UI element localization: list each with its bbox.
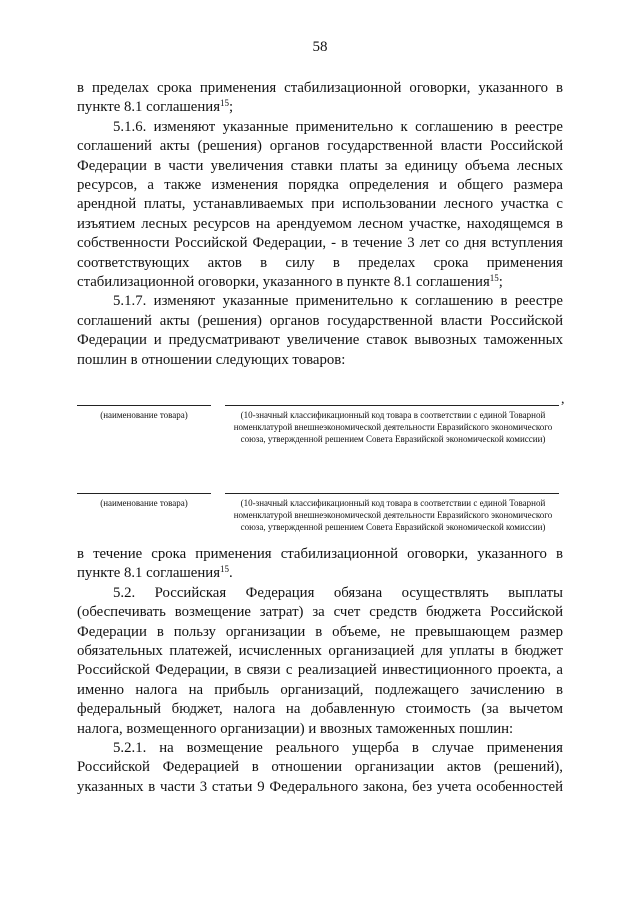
punctuation: ; bbox=[498, 274, 503, 291]
body-text-upper bbox=[77, 79, 563, 370]
paragraph-text: 5.1.6. изменяют указанные применительно к соглашению в реестре соглашений акты (решения) органов государственной власти Российской Федерации в части увеличения ставки платы за единицу объема лесных ресурсов, а также изменения порядка определения и общего размера арендной платы, устанавливаемых при использовании лесного участка с изъятием лесных ресурсов на арендуемом лесном участке, находящемся в собственности Российской Федерации, - в течение 3 лет со дня вступления соответствующих актов в силу в пределах срока применения стабилизационной оговорки, указанного в пункте 8.1 соглашения bbox=[77, 118, 563, 291]
punctuation: . bbox=[229, 565, 233, 582]
paragraph-5-2-1 bbox=[77, 739, 563, 797]
goods-code-caption: (10-значный классификационный код товара в соответствии с единой Товарной номенклатурой внешнеэкономической деятельности Евразийского экономического союза, утвержденной решением Совета Евразийской экономической комиссии) bbox=[233, 410, 553, 444]
body-text-lower bbox=[77, 545, 563, 797]
paragraph bbox=[77, 79, 563, 118]
paragraph-text: 5.2.1. на возмещение реального ущерба в случае применения Российской Федерацией в отношении организации актов (решений), указанных в части 3 статьи 9 Федерального закона, без учета особенностей bbox=[77, 740, 563, 795]
paragraph-text: в течение срока применения стабилизационной оговорки, указанного в пункте 8.1 соглашения bbox=[77, 546, 563, 582]
trailing-comma: , bbox=[561, 392, 565, 407]
page-number: 58 bbox=[312, 39, 328, 55]
paragraph-5-1-7 bbox=[77, 292, 563, 370]
goods-code-caption: (10-значный классификационный код товара в соответствии с единой Товарной номенклатурой внешнеэкономической деятельности Евразийского экономического союза, утвержденной решением Совета Евразийской экономической комиссии) bbox=[233, 498, 553, 532]
goods-name-caption: (наименование товара) bbox=[100, 410, 188, 420]
goods-name-caption: (наименование товара) bbox=[100, 498, 188, 508]
punctuation: ; bbox=[229, 99, 234, 116]
goods-entry-1 bbox=[77, 392, 567, 482]
paragraph-text: в пределах срока применения стабилизационной оговорки, указанного в пункте 8.1 соглашения bbox=[77, 80, 563, 116]
paragraph-text: 5.2. Российская Федерация обязана осуществлять выплаты (обеспечивать возмещение затрат) за счет средств бюджета Российской Федерации в пользу организации в объеме, не превышающем размер обязательных платежей, исчисленных организацией для уплаты в бюджет Российской Федерации, в связи с реализацией инвестиционного проекта, а именно налога на прибыль организаций, подлежащего зачислению в федеральный бюджет, налога на добавленную стоимость (за вычетом налога, возмещенного организации) и ввозных таможенных пошлин: bbox=[77, 584, 563, 737]
paragraph-5-2 bbox=[77, 584, 563, 739]
paragraph-5-1-6 bbox=[77, 118, 563, 293]
goods-name-line bbox=[77, 493, 211, 494]
goods-code-line bbox=[225, 405, 559, 406]
footnote-ref: 15 bbox=[220, 98, 229, 109]
footnote-ref: 15 bbox=[489, 273, 499, 284]
goods-code-line bbox=[225, 493, 559, 494]
paragraph bbox=[77, 545, 563, 584]
footnote-ref: 15 bbox=[220, 564, 229, 575]
paragraph-text: 5.1.7. изменяют указанные применительно к соглашению в реестре соглашений акты (решения) органов государственной власти Российской Федерации и предусматривают увеличение ставок вывозных таможенных пошлин в отношении следующих товаров: bbox=[77, 293, 563, 368]
goods-name-line bbox=[77, 405, 211, 406]
